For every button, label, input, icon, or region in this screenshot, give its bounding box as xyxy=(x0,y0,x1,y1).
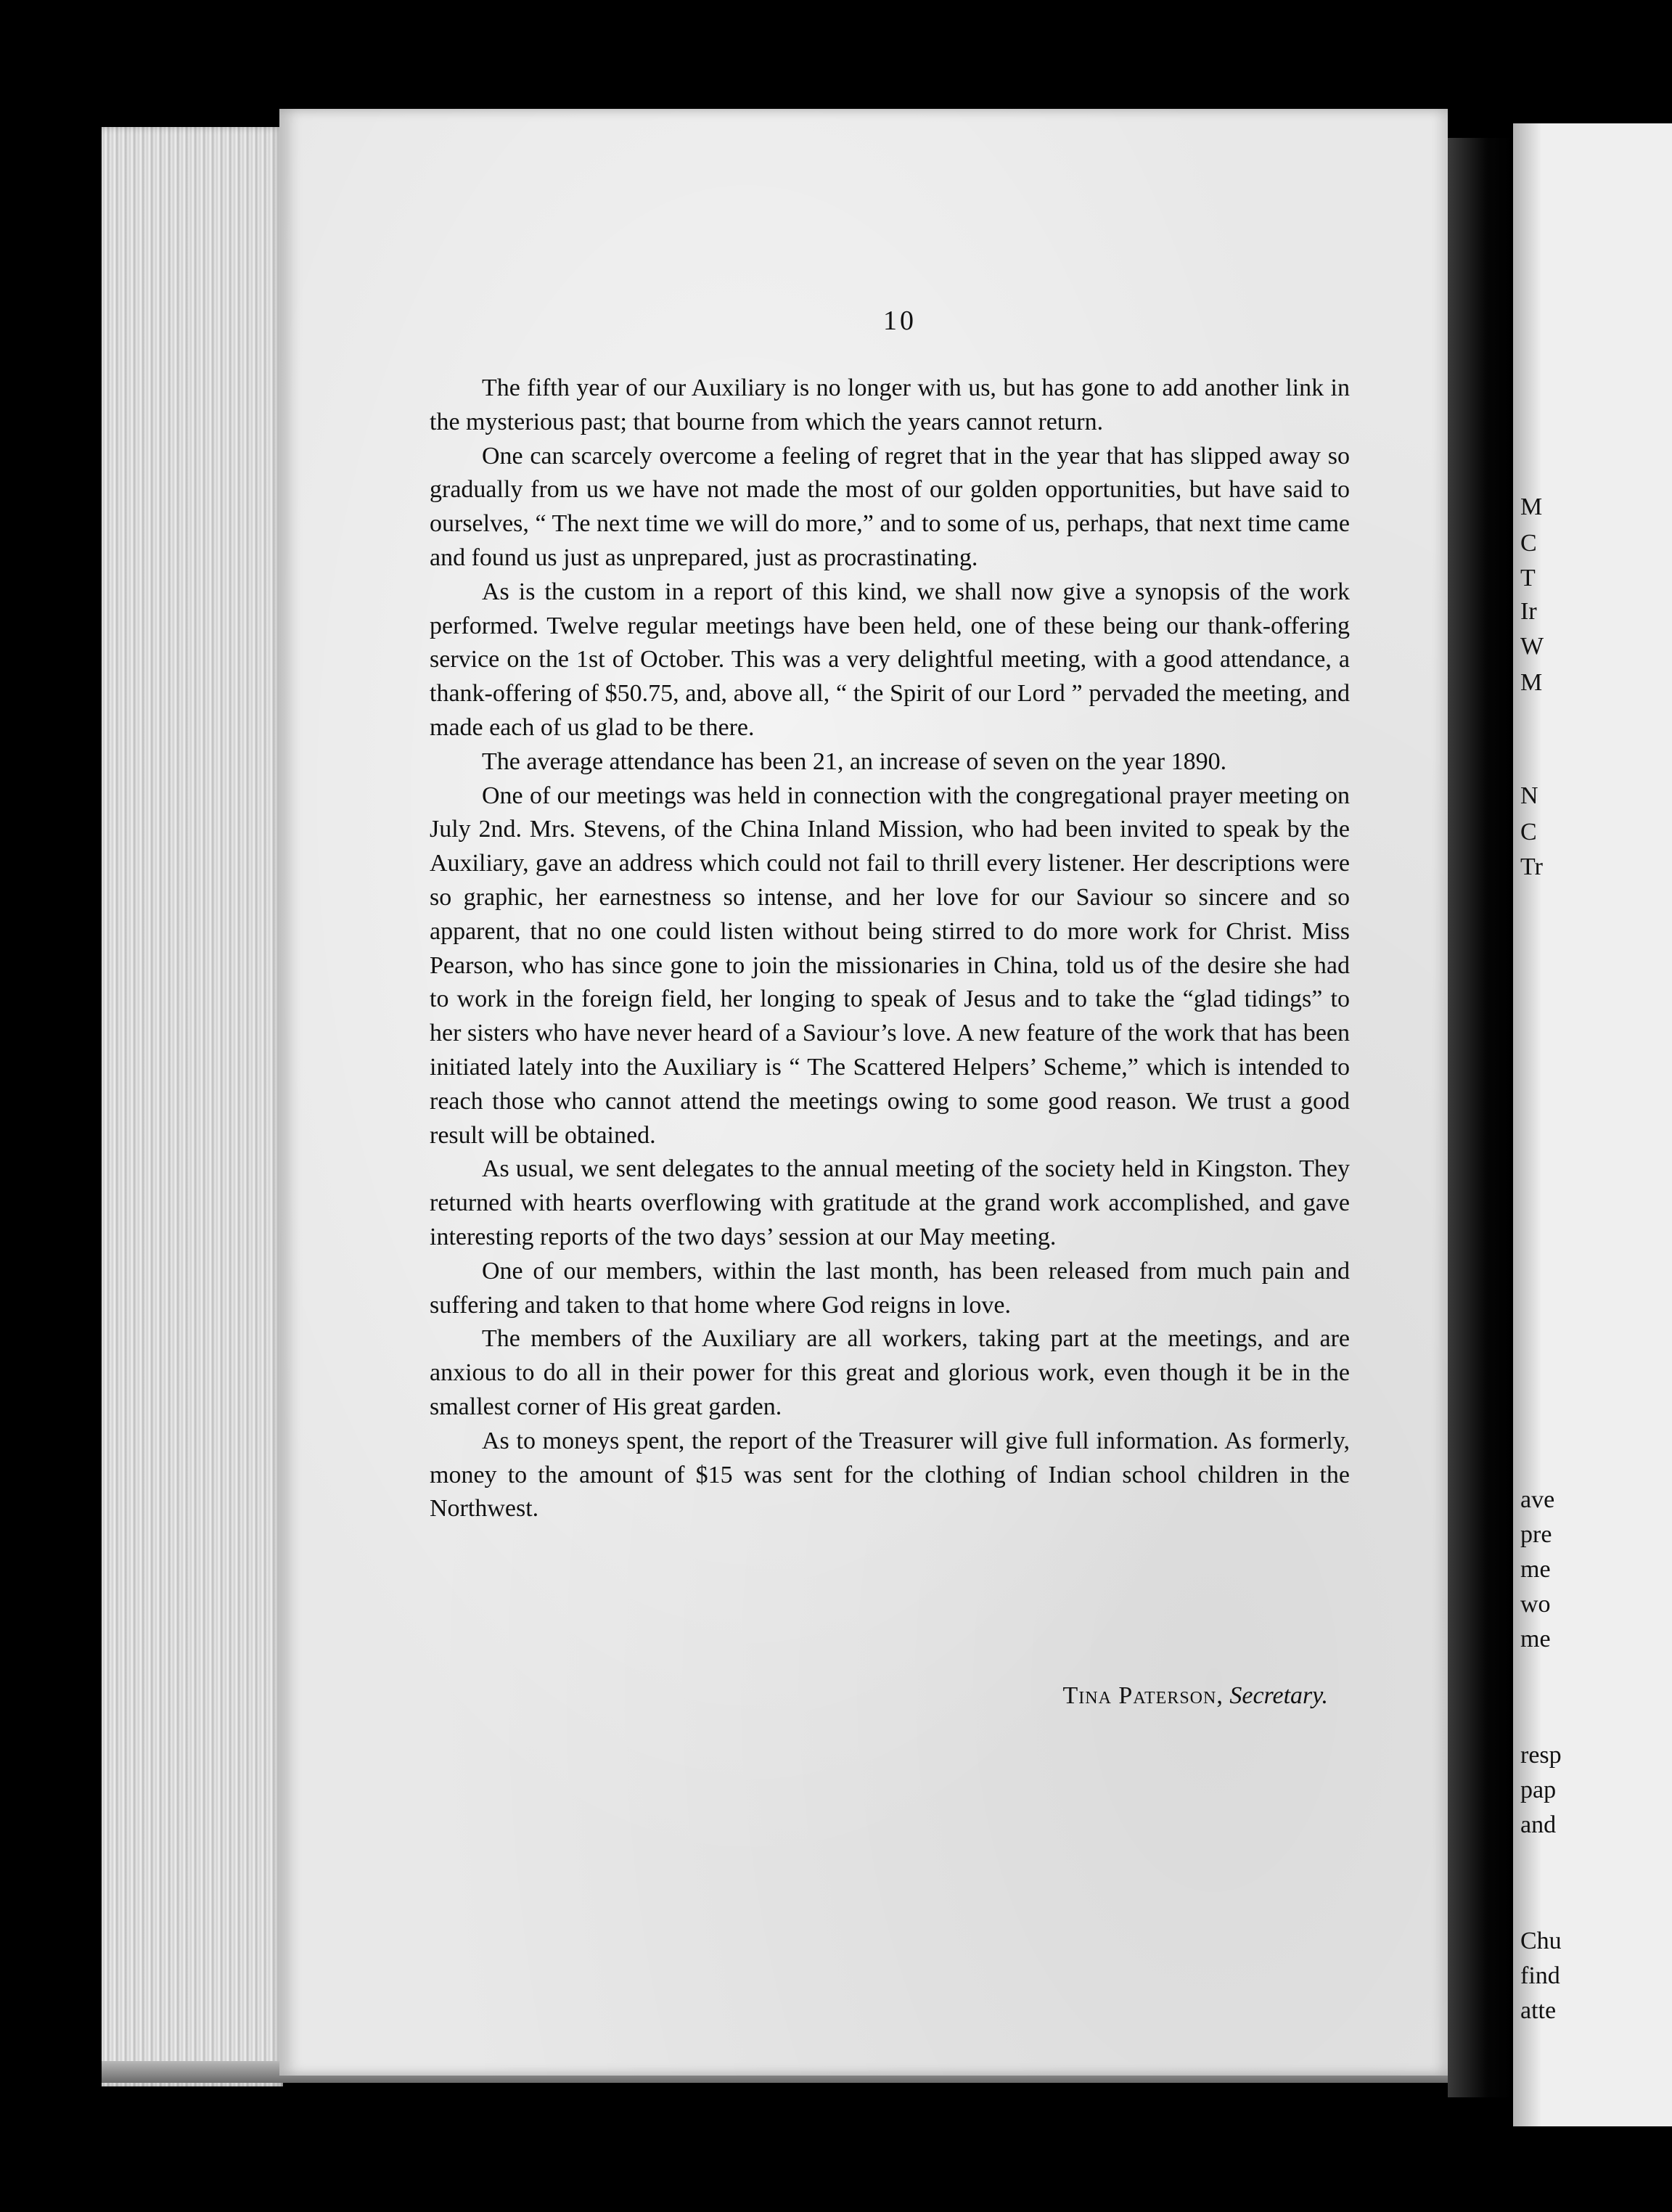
adjacent-fragment: Tr xyxy=(1520,853,1543,880)
paragraph: One can scarcely overcome a feeling of regret that in the year that has slipped away so gradually from us we have not made the most of our golden opportunities, but have said to ourselves, “ The next time we will do more,” and to some of us, perhaps, that next time came and found us just as unprepared, just as procrastinating. xyxy=(430,442,1350,571)
page-edges xyxy=(102,127,283,2086)
paragraph: The fifth year of our Auxiliary is no longer with us, but has gone to add another link in the mysterious past; that bourne from which the years cannot return. xyxy=(430,374,1350,435)
paragraph: The average attendance has been 21, an increase of seven on the year 1890. xyxy=(482,747,1227,775)
adjacent-fragment: M xyxy=(1520,669,1543,696)
adjacent-fragment: resp xyxy=(1520,1742,1562,1769)
gutter-shadow xyxy=(1448,138,1513,2097)
adjacent-fragment: ave xyxy=(1520,1486,1555,1513)
adjacent-fragment: pap xyxy=(1520,1777,1557,1803)
adjacent-fragment: Ir xyxy=(1520,598,1537,625)
adjacent-fragment: C xyxy=(1520,530,1537,557)
adjacent-fragment: me xyxy=(1520,1556,1551,1583)
signature-role: Secretary. xyxy=(1229,1682,1328,1709)
signature-name: Tina Paterson, xyxy=(1062,1682,1224,1709)
adjacent-fragment: M xyxy=(1520,493,1543,520)
adjacent-fragment: and xyxy=(1520,1811,1557,1838)
adjacent-fragment: C xyxy=(1520,819,1537,845)
paragraph: As to moneys spent, the report of the Treasurer will give full information. As formerly, money to the amount of $15 was sent for the clothing of Indian school children in the Northwest. xyxy=(430,1427,1350,1523)
adjacent-fragment: atte xyxy=(1520,1997,1557,2024)
adjacent-fragment: W xyxy=(1520,633,1544,660)
paragraph: As usual, we sent delegates to the annual meeting of the society held in Kingston. They returned with hearts overflowing with gratitude at the grand work accomplished, and gave interesting reports of the two days’ session at our May meeting. xyxy=(430,1155,1350,1250)
adjacent-fragment: pre xyxy=(1520,1521,1552,1548)
adjacent-fragment: wo xyxy=(1520,1591,1551,1618)
paragraph: One of our meetings was held in connection with the congregational prayer meeting on July 2nd. Mrs. Stevens, of the China Inland Mission, who had been invited to speak by the Auxiliary, gave an address which could not fail to thrill every listener. Her descriptions were so graphic, her earnestness so intense, and her love for our Saviour so sincere and so apparent, that no one could listen without being stirred to do more work for Christ. Miss Pearson, who has since gone to join the missionaries in China, told us of the desire she had to work in the foreign field, her longing to speak of Jesus and to take the “glad tidings” to her sisters who have never heard of a Saviour’s love. A new feature of the work that has been initiated lately into the Auxiliary is “ The Scattered Helpers’ Scheme,” which is intended to reach those who cannot attend the meetings owing to some good reason. We trust a good result will be obtained. xyxy=(430,782,1350,1149)
adjacent-fragment: Chu xyxy=(1520,1928,1562,1954)
signature xyxy=(798,1682,1328,1710)
report-body xyxy=(430,372,1350,1526)
page-number: 10 xyxy=(883,306,917,336)
adjacent-fragment: find xyxy=(1520,1962,1560,1989)
adjacent-fragment: T xyxy=(1520,565,1536,591)
adjacent-page xyxy=(1513,123,1672,2126)
paragraph: The members of the Auxiliary are all workers, taking part at the meetings, and are anxious to do all in their power for this great and glorious work, even though it be in the smallest corner of His great garden. xyxy=(430,1325,1350,1420)
paragraph: As is the custom in a report of this kind, we shall now give a synopsis of the work performed. Twelve regular meetings have been held, one of these being our thank-offering service on the 1st of October. This was a very delightful meeting, with a good attendance, a thank-offering of $50.75, and, above all, “ the Spirit of our Lord ” pervaded the meeting, and made each of us glad to be there. xyxy=(430,578,1350,741)
adjacent-fragment: me xyxy=(1520,1626,1551,1652)
adjacent-fragment: N xyxy=(1520,782,1538,809)
paragraph: One of our members, within the last month, has been released from much pain and suffering and taken to that home where God reigns in love. xyxy=(430,1257,1350,1319)
